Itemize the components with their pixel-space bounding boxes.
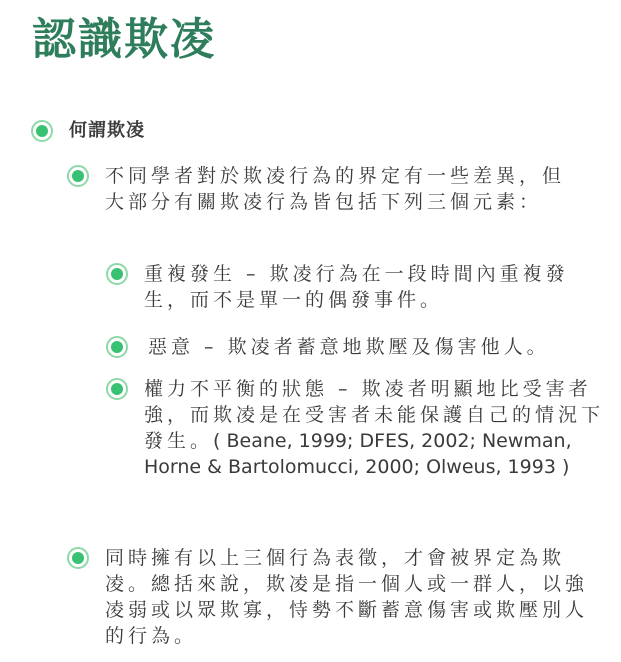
bullet-icon (67, 547, 89, 569)
element-text: 權力不平衡的狀態 – 欺凌者明顯地比受害者強，而欺凌是在受害者未能保護自己的情況下發生。 (144, 378, 605, 452)
bullet-icon (106, 378, 128, 400)
reference-citation: ( Beane, 1999; DFES, 2002; Newman, Horne & Bartolomucci, 2000; Olweus, 1993 ) (144, 430, 572, 478)
bullet-what-is-bullying (31, 118, 145, 144)
definition-intro-text: 不同學者對於欺凌行為的界定有一些差異，但大部分有關欺凌行為皆包括下列三個元素： (105, 165, 566, 213)
section-heading: 何謂欺凌 (69, 120, 145, 141)
bullet-element-repetition (106, 261, 604, 313)
bullet-icon (106, 336, 128, 358)
element-text: 惡意 – 欺凌者蓄意地欺壓及傷害他人。 (148, 336, 550, 358)
bullet-definition-intro (67, 163, 585, 215)
bullet-icon (31, 120, 53, 142)
conclusion-text: 同時擁有以上三個行為表徵，才會被界定為欺凌。總括來說，欺凌是指一個人或一群人，以強凌弱或以眾欺寡，恃勢不斷蓄意傷害或欺壓別人的行為。 (105, 547, 589, 647)
bullet-icon (67, 165, 89, 187)
element-text: 重複發生 – 欺凌行為在一段時間內重複發生，而不是單一的偶發事件。 (144, 263, 569, 311)
bullet-icon (106, 263, 128, 285)
element-text-with-reference (144, 376, 604, 480)
bullet-element-malice (106, 334, 618, 360)
bullet-conclusion (67, 545, 605, 649)
bullet-element-power-imbalance (106, 376, 604, 480)
page-title: 認識欺凌 (32, 14, 216, 65)
